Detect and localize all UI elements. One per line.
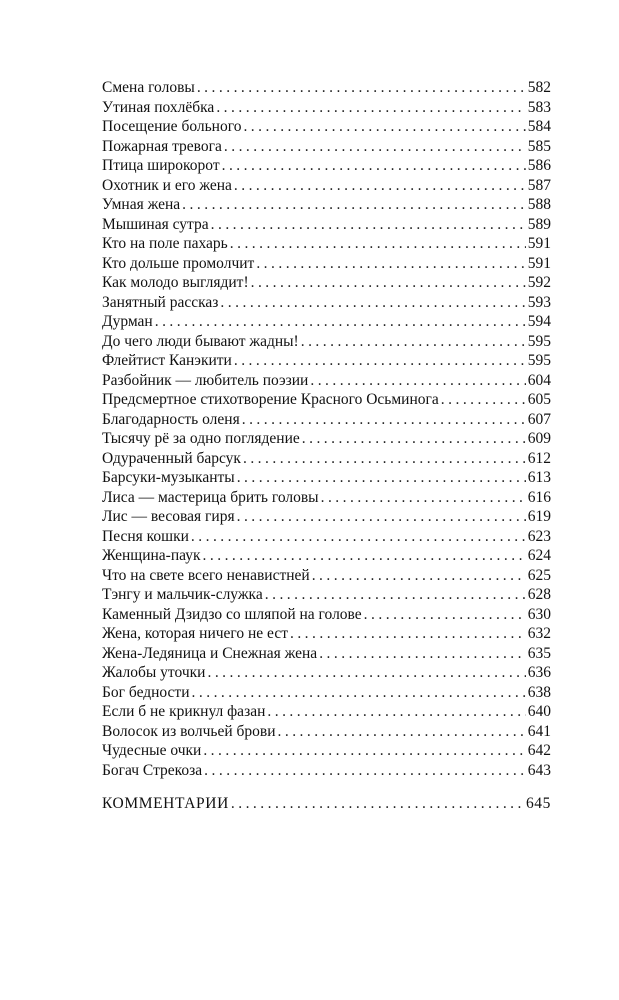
toc-entry-page: 636: [527, 664, 551, 681]
toc-entry-page: 587: [527, 176, 551, 194]
toc-entry-page: 628: [527, 586, 551, 603]
toc-entry-title: Утиная похлёбка: [102, 98, 215, 116]
dot-leader: [191, 527, 526, 547]
toc-entry-title: Мышиная сутра: [102, 215, 209, 233]
toc-entry-page: 609: [527, 430, 551, 447]
toc-entry: [102, 488, 551, 508]
dot-leader: [256, 254, 525, 274]
toc-entry-title: Благодарность оленя: [102, 410, 240, 428]
toc-entry: [102, 137, 551, 157]
toc-entry: [102, 761, 551, 781]
dot-leader: [224, 137, 526, 157]
toc-entry-page: 593: [527, 293, 551, 311]
toc-entry-title: Птица широкорот: [102, 157, 220, 174]
toc-entry-page: 619: [527, 508, 551, 525]
dot-leader: [234, 176, 526, 196]
dot-leader: [207, 663, 525, 683]
toc-entry-page: 594: [527, 313, 551, 330]
dot-leader: [237, 468, 526, 488]
toc-entry: [102, 585, 551, 605]
dot-leader: [230, 234, 526, 254]
toc-entry: [102, 683, 551, 703]
toc-entry-title: Богач Стрекоза: [102, 761, 203, 779]
toc-entry: [102, 351, 551, 371]
toc-entry-title: Тысячу рё за одно поглядение: [102, 430, 300, 447]
toc-entry-title: Флейтист Канэкити: [102, 352, 232, 369]
toc-entry-page: 632: [527, 625, 551, 642]
toc-entry-page: 643: [527, 761, 551, 779]
dot-leader: [267, 702, 525, 722]
toc-entry-page: 625: [527, 566, 551, 584]
toc-entry-page: 623: [527, 527, 551, 545]
toc-entry-page: 630: [527, 605, 551, 623]
toc-entry-page: 584: [527, 118, 551, 135]
toc-entry: [102, 176, 551, 196]
toc-entry-page: 595: [527, 332, 551, 350]
dot-leader: [243, 449, 526, 469]
toc-entry: [102, 195, 551, 215]
dot-leader: [302, 429, 526, 449]
toc-entry-page: 642: [527, 742, 551, 759]
dot-leader: [265, 585, 526, 605]
toc-entries-list: [102, 78, 551, 780]
toc-entry: [102, 117, 551, 137]
toc-entry-title: Лиса — мастерица брить головы: [102, 488, 319, 506]
toc-entry-title: Кто на поле пахарь: [102, 235, 228, 252]
dot-leader: [234, 351, 526, 371]
toc-entry: [102, 468, 551, 488]
toc-entry-title: Тэнгу и мальчик-служка: [102, 586, 263, 603]
toc-entry: [102, 507, 551, 527]
dot-leader: [243, 117, 525, 137]
toc-entry-title: Жена-Ледяница и Снежная жена: [102, 644, 318, 662]
toc-entry-title: Жалобы уточки: [102, 664, 206, 681]
toc-entry: [102, 702, 551, 722]
toc-entry: [102, 98, 551, 118]
toc-entry-title: Каменный Дзидзо со шляпой на голове: [102, 605, 362, 623]
toc-entry-title: Песня кошки: [102, 527, 189, 545]
toc-entry-page: 605: [527, 391, 551, 408]
dot-leader: [204, 761, 526, 781]
toc-entry-title: Если б не крикнул фазан: [102, 703, 266, 720]
toc-entry: [102, 410, 551, 430]
toc-entry: [102, 605, 551, 625]
toc-entry-page: 613: [527, 469, 551, 486]
dot-leader: [203, 741, 525, 761]
toc-entry-title: Чудесные очки: [102, 742, 202, 759]
toc-entry-title: Волосок из волчьей брови: [102, 722, 276, 740]
toc-entry-title: Смена головы: [102, 79, 195, 96]
toc-entry-page: 592: [527, 274, 551, 291]
toc-entry-page: 591: [527, 254, 551, 272]
dot-leader: [441, 390, 526, 410]
toc-entry-page: 595: [527, 352, 551, 369]
toc-entry-page: 640: [527, 703, 551, 720]
toc-entry-page: 586: [527, 157, 551, 174]
toc-entry: [102, 566, 551, 586]
toc-entry-title: Занятный рассказ: [102, 293, 219, 311]
toc-entry-title: До чего люди бывают жадны!: [102, 332, 299, 350]
toc-entry-page: 624: [527, 547, 551, 564]
toc-entry-title: КОММЕНТАРИИ: [102, 795, 229, 812]
toc-entry-title: Что на свете всего ненавистней: [102, 566, 310, 584]
dot-leader: [192, 683, 526, 703]
dot-leader: [182, 195, 526, 215]
dot-leader: [290, 624, 526, 644]
toc-entry-title: Посещение больного: [102, 118, 242, 135]
toc-entry: [102, 390, 551, 410]
toc-entry-title: Лис — весовая гиря: [102, 508, 235, 525]
dot-leader: [211, 215, 526, 235]
toc-entry-page: 589: [527, 215, 551, 233]
toc-entry-page: 607: [527, 410, 551, 428]
dot-leader: [251, 273, 526, 293]
toc-entry-page: 638: [527, 683, 551, 701]
toc-entry: [102, 234, 551, 254]
toc-entry: [102, 546, 551, 566]
dot-leader: [321, 488, 526, 508]
toc-entry-page: 604: [527, 371, 551, 389]
toc-entry: [102, 527, 551, 547]
dot-leader: [231, 794, 524, 814]
toc-entry-title: Бог бедности: [102, 683, 190, 701]
toc-entry: [102, 371, 551, 391]
toc-entry: [102, 293, 551, 313]
toc-entry-page: 612: [527, 449, 551, 467]
toc-entry-page: 635: [527, 644, 551, 662]
toc-entry-comments: [102, 794, 551, 814]
toc-entry: [102, 663, 551, 683]
toc-entry: [102, 722, 551, 742]
toc-entry: [102, 312, 551, 332]
dot-leader: [220, 293, 525, 313]
toc-entry-title: Жена, которая ничего не ест: [102, 625, 288, 642]
toc-entry: [102, 624, 551, 644]
dot-leader: [242, 410, 526, 430]
dot-leader: [216, 98, 525, 118]
toc-entry-page: 583: [527, 98, 551, 116]
toc-entry-title: Охотник и его жена: [102, 176, 232, 194]
toc-entry-title: Барсуки-музыканты: [102, 469, 235, 486]
toc-entry: [102, 78, 551, 98]
dot-leader: [222, 156, 526, 176]
toc-entry: [102, 644, 551, 664]
toc-entry-page: 588: [527, 196, 551, 213]
toc-entry-page: 645: [525, 795, 551, 812]
toc-entry: [102, 429, 551, 449]
dot-leader: [237, 507, 526, 527]
toc-entry-title: Женщина-паук: [102, 547, 201, 564]
dot-leader: [301, 332, 526, 352]
table-of-contents: [102, 78, 551, 814]
dot-leader: [319, 644, 526, 664]
dot-leader: [278, 722, 526, 742]
toc-entry: [102, 332, 551, 352]
toc-entry-page: 582: [527, 79, 551, 96]
toc-entry-title: Предсмертное стихотворение Красного Осьминога: [102, 391, 439, 408]
toc-entry: [102, 215, 551, 235]
toc-entry: [102, 449, 551, 469]
dot-leader: [310, 371, 525, 391]
toc-entry-title: Дурман: [102, 313, 153, 330]
toc-entry-title: Умная жена: [102, 196, 181, 213]
toc-entry: [102, 741, 551, 761]
dot-leader: [155, 312, 526, 332]
toc-entry-page: 616: [527, 488, 551, 506]
toc-entry-title: Кто дольше промолчит: [102, 254, 255, 272]
toc-entry-title: Как молодо выглядит!: [102, 274, 249, 291]
toc-entry-page: 591: [527, 235, 551, 252]
dot-leader: [364, 605, 526, 625]
toc-entry: [102, 156, 551, 176]
dot-leader: [203, 546, 526, 566]
toc-entry: [102, 273, 551, 293]
toc-entry-title: Одураченный барсук: [102, 449, 241, 467]
toc-entry-title: Пожарная тревога: [102, 137, 222, 155]
dot-leader: [312, 566, 526, 586]
toc-entry-page: 641: [527, 722, 551, 740]
dot-leader: [197, 78, 526, 98]
toc-entry: [102, 254, 551, 274]
toc-entry-title: Разбойник — любитель поэзии: [102, 371, 309, 389]
toc-entry-page: 585: [527, 137, 551, 155]
